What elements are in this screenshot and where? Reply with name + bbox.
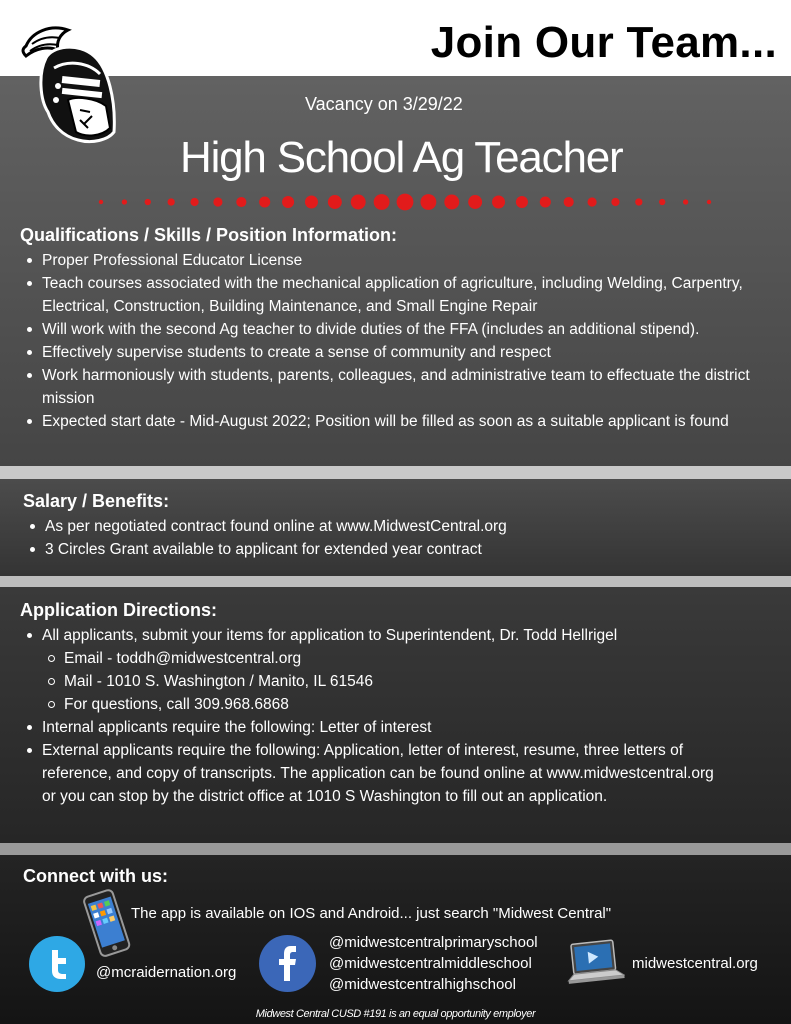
decorative-dot (492, 196, 505, 209)
decorative-dot (122, 199, 127, 204)
decorative-dot (168, 198, 175, 205)
job-title: High School Ag Teacher (180, 133, 623, 182)
list-item: Work harmoniously with students, parents, colleagues, and administrative team to effectuate the district mission (20, 364, 775, 410)
decorative-dot (635, 198, 642, 205)
list-item: Internal applicants require the following: Letter of interest (20, 716, 725, 739)
list-item: Will work with the second Ag teacher to divide duties of the FFA (includes an additional stipend). (20, 318, 775, 341)
decorative-dot (374, 194, 390, 210)
facebook-primary-handle[interactable]: @midwestcentralprimaryschool (329, 934, 538, 951)
list-item: 3 Circles Grant available to applicant for extended year contract (23, 538, 763, 561)
twitter-icon[interactable] (29, 936, 85, 992)
contact-sublist (42, 647, 725, 716)
facebook-high-handle[interactable]: @midwestcentralhighschool (329, 976, 516, 993)
decorative-dot (611, 198, 619, 206)
phone-contact[interactable]: For questions, call 309.968.6868 (42, 693, 725, 716)
divider (0, 466, 791, 479)
decorative-dot (564, 197, 574, 207)
website-link[interactable]: midwestcentral.org (632, 955, 758, 972)
decorative-dot (397, 194, 414, 211)
list-item: Proper Professional Educator License (20, 249, 775, 272)
mail-contact: Mail - 1010 S. Washington / Manito, IL 61546 (42, 670, 725, 693)
salary-heading: Salary / Benefits: (23, 491, 170, 511)
app-availability-note: The app is available on IOS and Android... just search "Midwest Central" (131, 905, 612, 922)
list-item: Effectively supervise students to create a sense of community and respect (20, 341, 775, 364)
divider (0, 576, 791, 587)
connect-heading: Connect with us: (23, 866, 168, 886)
list-item: As per negotiated contract found online at www.MidwestCentral.org (23, 515, 763, 538)
email-contact[interactable]: Email - toddh@midwestcentral.org (42, 647, 725, 670)
list-item-text: All applicants, submit your items for application to Superintendent, Dr. Todd Hellrigel (42, 627, 618, 644)
qualifications-heading: Qualifications / Skills / Position Information: (20, 225, 398, 245)
facebook-glyph (259, 935, 316, 992)
decorative-dot (190, 198, 198, 206)
decorative-dot (99, 200, 103, 204)
twitter-handle[interactable]: @mcraidernation.org (96, 964, 237, 981)
decorative-dot (444, 195, 459, 210)
facebook-handles (329, 932, 538, 995)
qualifications-list (20, 249, 775, 433)
decorative-dot-divider (95, 193, 715, 211)
decorative-dot (516, 196, 528, 208)
decorative-dot (468, 195, 482, 209)
decorative-dot (328, 195, 342, 209)
decorative-dot (420, 194, 436, 210)
equal-opportunity-footer: Midwest Central CUSD #191 is an equal opportunity employer (255, 1008, 536, 1020)
application-heading: Application Directions: (20, 600, 218, 620)
laptop-icon (565, 938, 625, 990)
decorative-dot (305, 196, 318, 209)
list-item: Teach courses associated with the mechanical application of agriculture, including Welding, Carpentry, Electrical, Construction, Building Maintenance, and Small Engine Repair (20, 272, 775, 318)
page-title: Join Our Team... (430, 18, 777, 67)
facebook-middle-handle[interactable]: @midwestcentralmiddleschool (329, 955, 532, 972)
decorative-dot (282, 196, 294, 208)
salary-list (23, 515, 763, 561)
decorative-dot (540, 196, 551, 207)
facebook-icon[interactable] (259, 935, 316, 992)
application-list (20, 624, 725, 808)
list-item (20, 624, 725, 716)
decorative-dot (145, 199, 151, 205)
list-item: External applicants require the following: Application, letter of interest, resume, three letters of reference, and copy of transcripts. The application can be found online at www.midwestcentral.org or you can stop by the district office at 1010 S Washington to fill out an application. (20, 739, 725, 808)
decorative-dot (683, 199, 688, 204)
decorative-dot (587, 197, 596, 206)
decorative-dot (259, 196, 270, 207)
divider (0, 843, 791, 855)
knight-mascot-logo (18, 16, 120, 146)
decorative-dot (351, 195, 366, 210)
vacancy-date: Vacancy on 3/29/22 (305, 94, 463, 114)
list-item: Expected start date - Mid-August 2022; Position will be filled as soon as a suitable applicant is found (20, 410, 742, 433)
decorative-dot (236, 197, 246, 207)
decorative-dot (659, 199, 665, 205)
smartphone-icon (78, 888, 136, 960)
decorative-dot (213, 197, 222, 206)
decorative-dot (707, 200, 711, 204)
twitter-glyph (29, 936, 85, 992)
